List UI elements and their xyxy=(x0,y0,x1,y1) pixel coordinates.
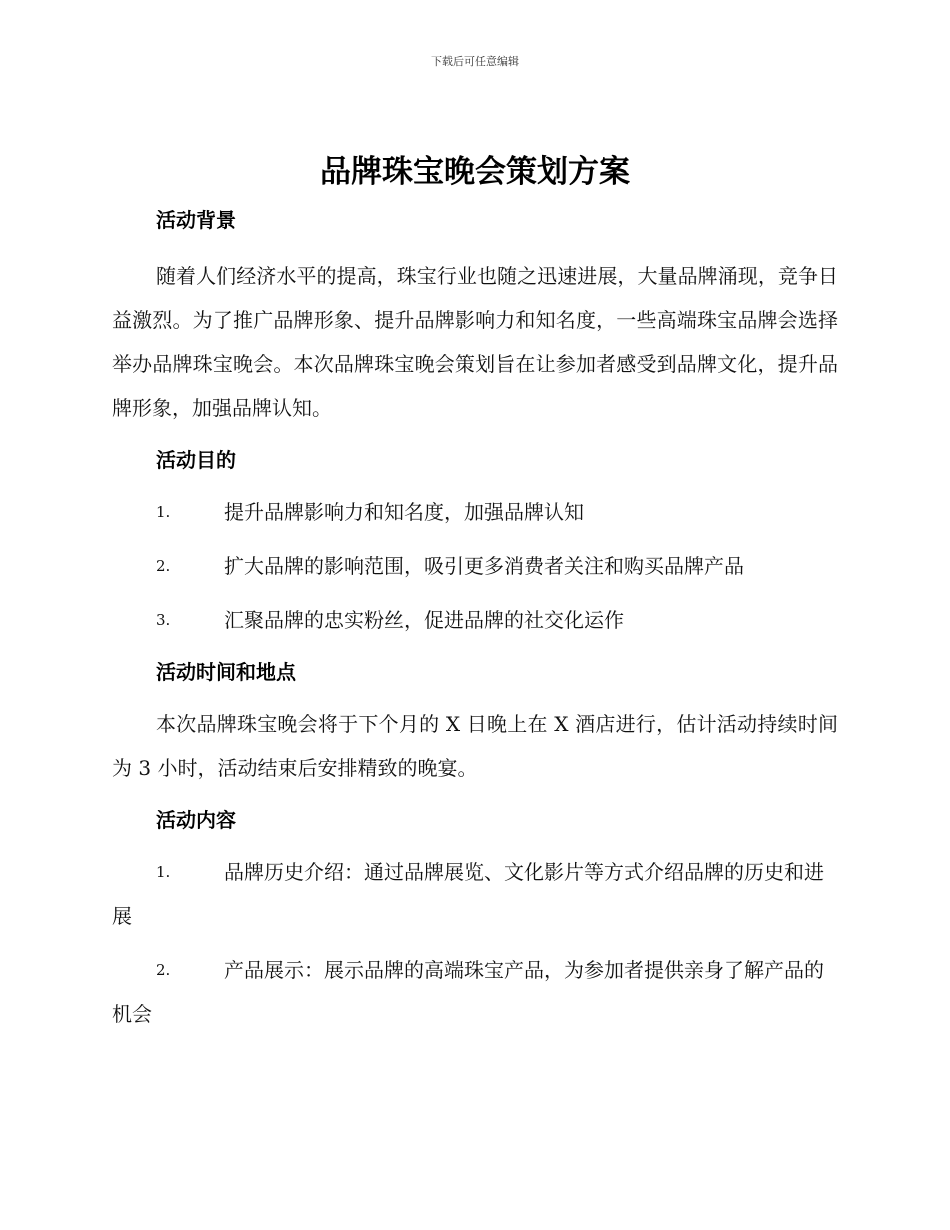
document-body xyxy=(112,200,838,1036)
section-heading-purpose: 活动目的 xyxy=(156,448,236,472)
section-heading-background: 活动背景 xyxy=(156,208,236,232)
list-number: 1. xyxy=(156,503,171,521)
background-paragraph: 随着人们经济水平的提高，珠宝行业也随之迅速进展，大量品牌涌现，竞争日益激烈。为了推广品牌形象、提升品牌影响力和知名度，一些高端珠宝品牌会选择举办品牌珠宝晚会。本次品牌珠宝晚会策划旨在让参加者感受到品牌文化，提升品牌形象，加强品牌认知。 xyxy=(112,264,838,420)
purpose-list-item xyxy=(112,490,838,534)
list-number: 1. xyxy=(156,863,171,881)
section-heading-content: 活动内容 xyxy=(156,808,236,832)
document-title: 品牌珠宝晚会策划方案 xyxy=(320,154,630,190)
list-text: 提升品牌影响力和知名度，加强品牌认知 xyxy=(224,500,584,524)
purpose-list-item xyxy=(112,598,838,642)
list-number: 3. xyxy=(156,611,171,629)
section-heading-time-place: 活动时间和地点 xyxy=(156,660,296,684)
list-number: 2. xyxy=(156,557,171,575)
purpose-list-item xyxy=(112,544,838,588)
list-text: 扩大品牌的影响范围，吸引更多消费者关注和购买品牌产品 xyxy=(224,554,744,578)
list-text: 产品展示：展示品牌的高端珠宝产品，为参加者提供亲身了解产品的机会 xyxy=(112,958,824,1026)
content-list-item xyxy=(112,948,838,1036)
time-place-paragraph: 本次品牌珠宝晚会将于下个月的 X 日晚上在 X 酒店进行，估计活动持续时间为 3 小时，活动结束后安排精致的晚宴。 xyxy=(112,712,838,780)
list-number: 2. xyxy=(156,961,171,979)
content-list-item xyxy=(112,850,838,938)
list-text: 汇聚品牌的忠实粉丝，促进品牌的社交化运作 xyxy=(224,608,624,632)
list-text: 品牌历史介绍：通过品牌展览、文化影片等方式介绍品牌的历史和进展 xyxy=(112,860,824,928)
page-header-note: 下载后可任意编辑 xyxy=(431,55,519,68)
